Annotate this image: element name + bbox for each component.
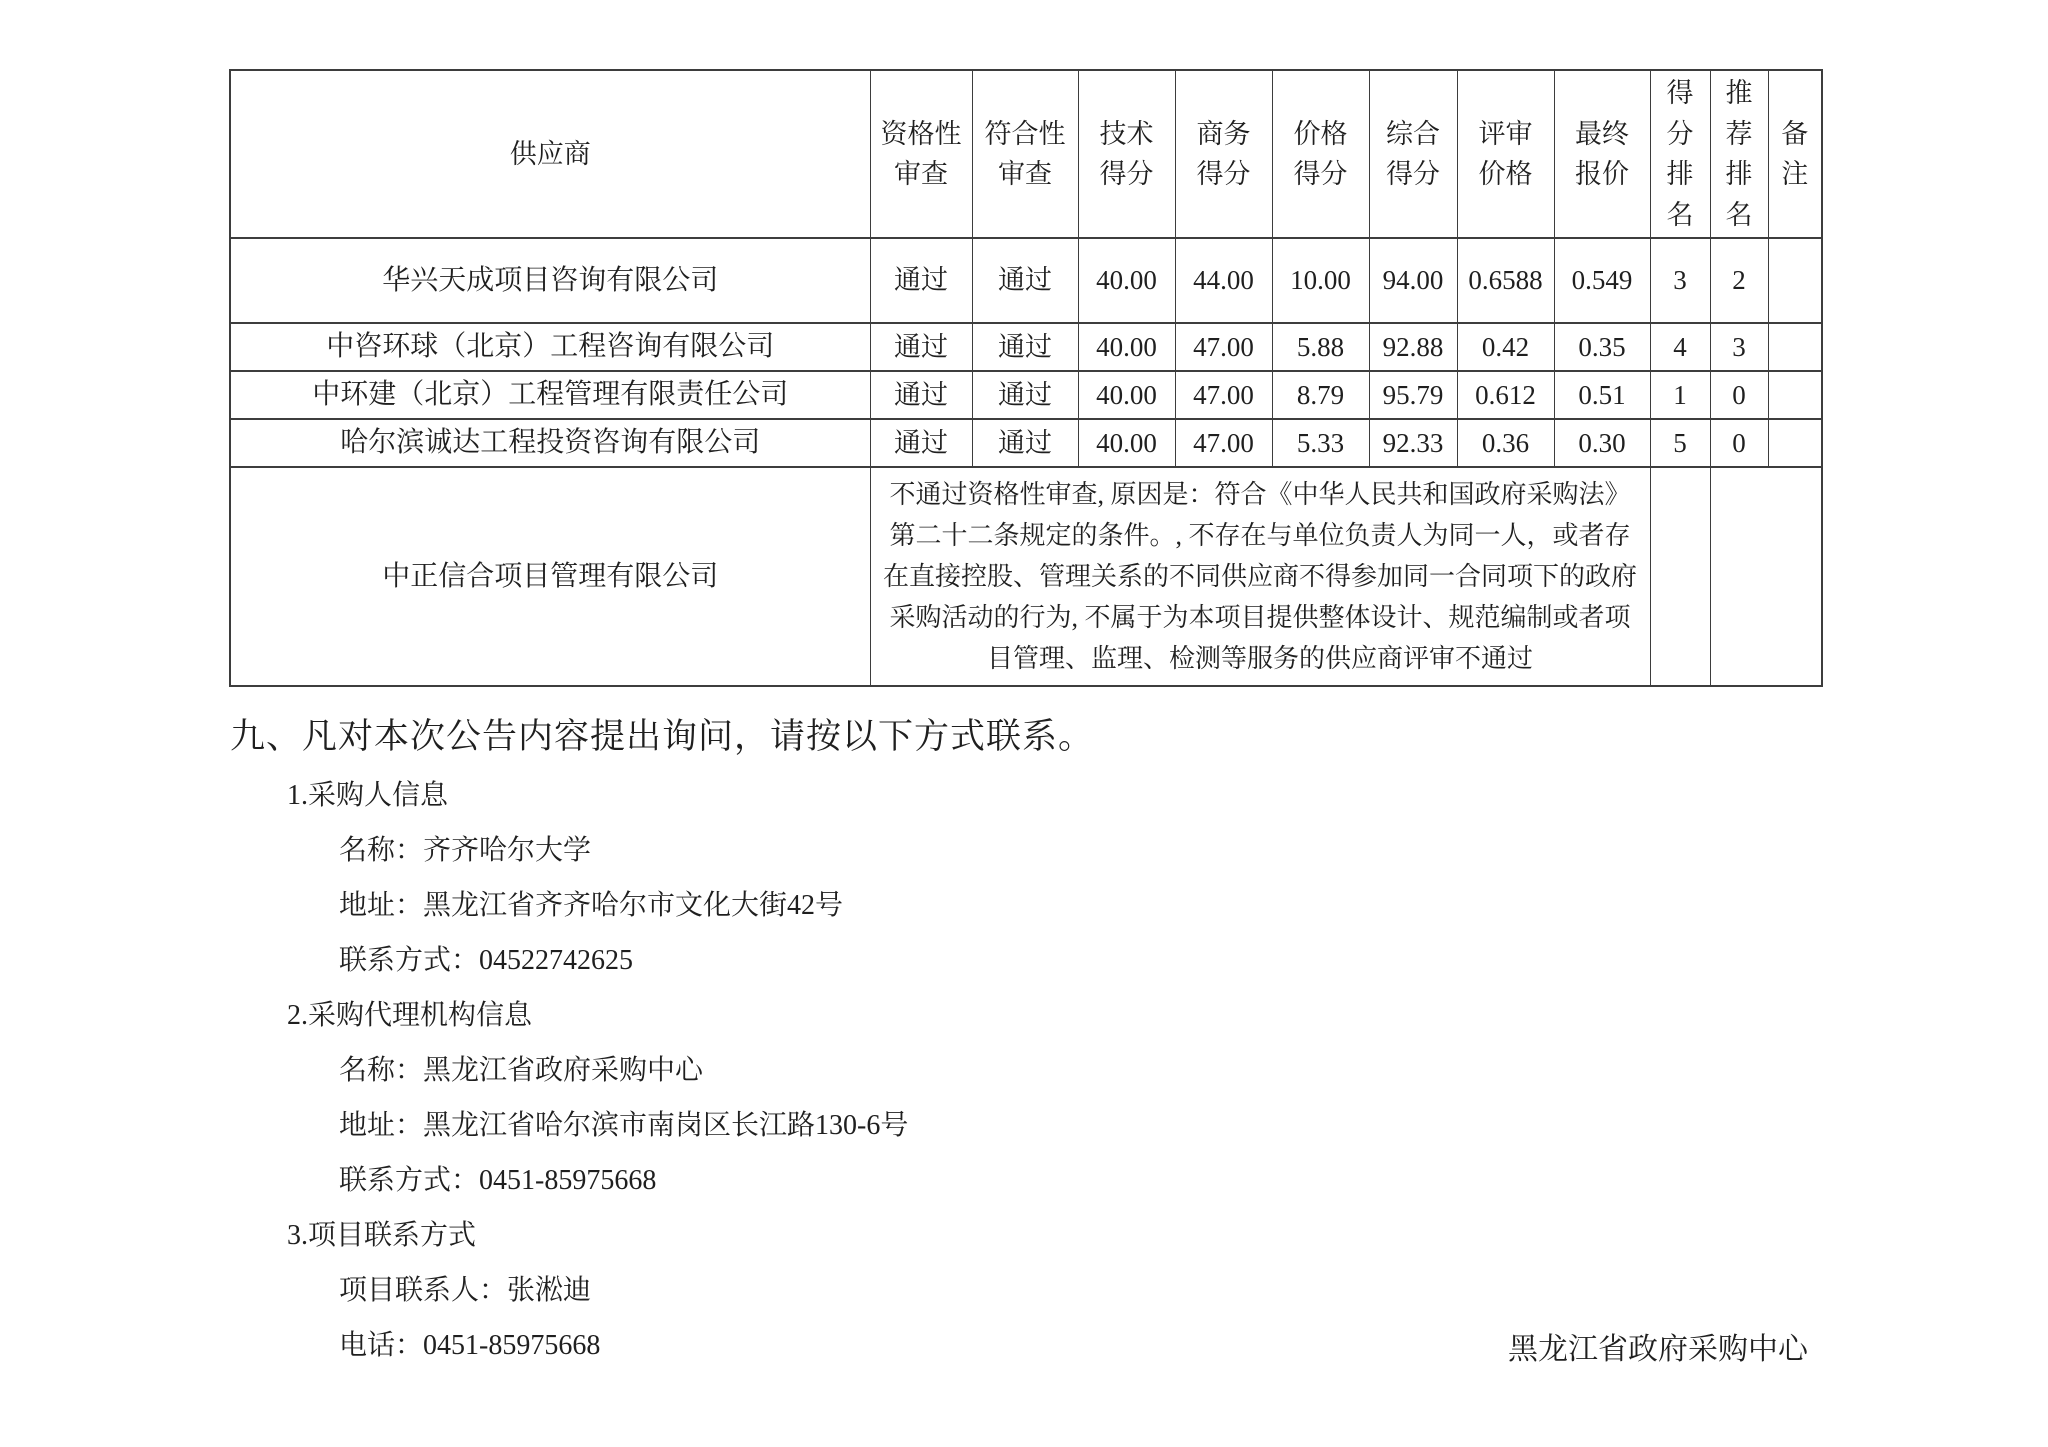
table-row-disqualified	[230, 467, 1822, 686]
cell-compliance_review: 通过	[972, 238, 1078, 323]
column-header-final_offer	[1554, 70, 1650, 238]
cell-recommend_rank: 0	[1710, 371, 1768, 419]
column-header-label: 推荐排名	[1725, 78, 1753, 230]
cell-remark	[1768, 323, 1822, 371]
cell-score-rank-empty	[1650, 467, 1710, 686]
column-header-label: 最终报价	[1575, 118, 1629, 189]
column-header-review_price	[1457, 70, 1554, 238]
column-header-label: 价格得分	[1293, 118, 1348, 189]
contact-line: 联系方式：04522742625	[339, 945, 634, 976]
cell-score_rank: 3	[1650, 238, 1710, 323]
cell-remark	[1768, 238, 1822, 323]
contact-group-title: 3.项目联系方式	[287, 1220, 477, 1251]
cell-commercial_score: 47.00	[1175, 371, 1272, 419]
table-row	[230, 371, 1822, 419]
cell-qualification_review: 通过	[870, 371, 972, 419]
cell-remark	[1768, 419, 1822, 467]
contact-block	[287, 768, 908, 1373]
cell-compliance_review: 通过	[972, 419, 1078, 467]
column-header-qualification_review	[870, 70, 972, 238]
column-header-label: 备注	[1781, 118, 1809, 189]
contact-line: 名称：黑龙江省政府采购中心	[339, 1055, 704, 1086]
column-header-label: 供应商	[509, 138, 591, 169]
cell-commercial_score: 47.00	[1175, 419, 1272, 467]
contact-line: 地址：黑龙江省哈尔滨市南岗区长江路130-6号	[339, 1110, 909, 1141]
cell-commercial_score: 44.00	[1175, 238, 1272, 323]
column-header-recommend_rank	[1710, 70, 1768, 238]
cell-overall_score: 95.79	[1369, 371, 1457, 419]
evaluation-table	[229, 69, 1823, 687]
cell-remark	[1768, 371, 1822, 419]
contact-group-title: 2.采购代理机构信息	[287, 1000, 533, 1031]
column-header-label: 评审价格	[1478, 118, 1533, 189]
cell-review_price: 0.36	[1457, 419, 1554, 467]
cell-qualification_review: 通过	[870, 238, 972, 323]
cell-score_rank: 4	[1650, 323, 1710, 371]
signature: 黑龙江省政府采购中心	[1508, 1333, 1808, 1366]
cell-review_price: 0.6588	[1457, 238, 1554, 323]
section-heading: 九、凡对本次公告内容提出询问，请按以下方式联系。	[230, 717, 1095, 756]
cell-disqualification-reason: 不通过资格性审查, 原因是：符合《中华人民共和国政府采购法》第二十二条规定的条件。, 不存在与单位负责人为同一人，或者存在直接控股、管理关系的不同供应商不得参加同一合同项下的政府采购活动的行为, 不属于为本项目提供整体设计、规范编制或者项目管理、监理、检测等服务的供应商评审不通过	[870, 467, 1650, 686]
column-header-label: 商务得分	[1196, 118, 1251, 189]
cell-technical_score: 40.00	[1078, 323, 1175, 371]
column-header-label: 得分排名	[1666, 78, 1694, 230]
table-row	[230, 238, 1822, 323]
cell-review_price: 0.612	[1457, 371, 1554, 419]
cell-recommend_rank: 3	[1710, 323, 1768, 371]
cell-price_score: 8.79	[1272, 371, 1369, 419]
column-header-remark	[1768, 70, 1822, 238]
cell-recommend_rank: 0	[1710, 419, 1768, 467]
table-header-row	[230, 70, 1822, 238]
table-row	[230, 323, 1822, 371]
cell-review_price: 0.42	[1457, 323, 1554, 371]
cell-overall_score: 94.00	[1369, 238, 1457, 323]
cell-technical_score: 40.00	[1078, 419, 1175, 467]
cell-technical_score: 40.00	[1078, 238, 1175, 323]
cell-overall_score: 92.88	[1369, 323, 1457, 371]
cell-commercial_score: 47.00	[1175, 323, 1272, 371]
cell-supplier: 哈尔滨诚达工程投资咨询有限公司	[230, 419, 870, 467]
contact-group-title: 1.采购人信息	[287, 780, 449, 811]
cell-recommend_rank: 2	[1710, 238, 1768, 323]
cell-final_offer: 0.30	[1554, 419, 1650, 467]
column-header-label: 技术得分	[1099, 118, 1154, 189]
contact-line: 名称：齐齐哈尔大学	[339, 835, 592, 866]
cell-price_score: 5.33	[1272, 419, 1369, 467]
cell-price_score: 10.00	[1272, 238, 1369, 323]
cell-compliance_review: 通过	[972, 371, 1078, 419]
cell-qualification_review: 通过	[870, 323, 972, 371]
cell-supplier: 中正信合项目管理有限公司	[230, 467, 870, 686]
column-header-label: 资格性审查	[880, 118, 962, 189]
cell-supplier: 中环建（北京）工程管理有限责任公司	[230, 371, 870, 419]
column-header-compliance_review	[972, 70, 1078, 238]
column-header-commercial_score	[1175, 70, 1272, 238]
cell-supplier: 华兴天成项目咨询有限公司	[230, 238, 870, 323]
cell-price_score: 5.88	[1272, 323, 1369, 371]
column-header-label: 符合性审查	[984, 118, 1066, 189]
cell-supplier: 中咨环球（北京）工程咨询有限公司	[230, 323, 870, 371]
cell-score_rank: 5	[1650, 419, 1710, 467]
column-header-overall_score	[1369, 70, 1457, 238]
table-row	[230, 419, 1822, 467]
contact-line: 地址：黑龙江省齐齐哈尔市文化大街42号	[339, 890, 844, 921]
column-header-supplier	[230, 70, 870, 238]
column-header-score_rank	[1650, 70, 1710, 238]
cell-technical_score: 40.00	[1078, 371, 1175, 419]
cell-compliance_review: 通过	[972, 323, 1078, 371]
column-header-technical_score	[1078, 70, 1175, 238]
cell-score_rank: 1	[1650, 371, 1710, 419]
column-header-price_score	[1272, 70, 1369, 238]
column-header-label: 综合得分	[1386, 118, 1440, 189]
contact-line: 电话：0451-85975668	[339, 1330, 601, 1361]
cell-recommend-remark-empty	[1710, 467, 1822, 686]
contact-line: 项目联系人：张淞迪	[339, 1275, 592, 1306]
cell-qualification_review: 通过	[870, 419, 972, 467]
cell-final_offer: 0.35	[1554, 323, 1650, 371]
cell-final_offer: 0.51	[1554, 371, 1650, 419]
cell-final_offer: 0.549	[1554, 238, 1650, 323]
cell-overall_score: 92.33	[1369, 419, 1457, 467]
contact-line: 联系方式：0451-85975668	[339, 1165, 657, 1196]
